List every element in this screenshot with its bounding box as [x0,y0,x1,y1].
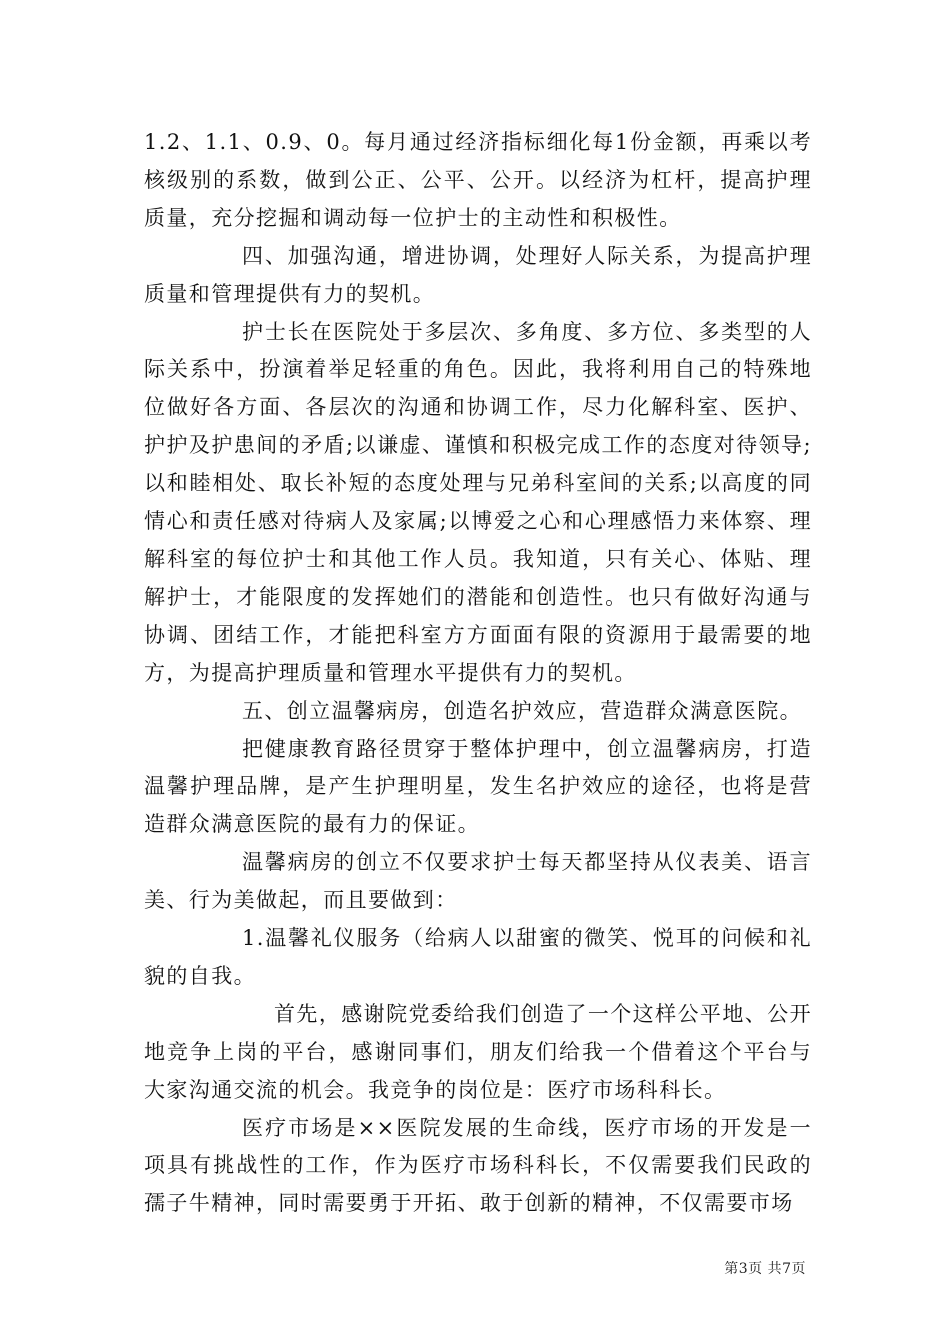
document-body [144,124,812,1223]
paragraph-head-nurse-role: 护士长在医院处于多层次、多角度、多方位、多类型的人际关系中，扮演着举足轻重的角色。因此，我将利用自己的特殊地位做好各方面、各层次的沟通和协调工作，尽力化解科室、医护、护护及护患间的矛盾;以谦虚、谨慎和积极完成工作的态度对待领导;以和睦相处、取长补短的态度处理与兄弟科室间的关系;以高度的同情心和责任感对待病人及家属;以博爱之心和心理感悟力来体察、理解科室的每位护士和其他工作人员。我知道，只有关心、体贴、理解护士，才能限度的发挥她们的潜能和创造性。也只有做好沟通与协调、团结工作，才能把科室方方面面有限的资源用于最需要的地方，为提高护理质量和管理水平提供有力的契机。 [144,319,812,685]
paragraph-thanks: 首先，感谢院党委给我们创造了一个这样公平地、公开地竞争上岗的平台，感谢同事们，朋友们给我一个借着这个平台与大家沟通交流的机会。我竞争的岗位是：医疗市场科科长。 [144,1001,812,1102]
paragraph-section-five-heading: 五、创立温馨病房，创造名护效应，营造群众满意医院。 [242,698,802,723]
paragraph-section-four-heading: 四、加强沟通，增进协调，处理好人际关系，为提高护理质量和管理提供有力的契机。 [144,243,812,306]
paragraph-warm-ward: 温馨病房的创立不仅要求护士每天都坚持从仪表美、语言美、行为美做起，而且要做到： [144,850,812,913]
paragraph-etiquette-service: 1.温馨礼仪服务（给病人以甜蜜的微笑、悦耳的问候和礼貌的自我。 [144,926,812,988]
page-number-footer: 第3页 共7页 [724,1261,806,1277]
paragraph-continuation: 1.2、1.1、0.9、0。每月通过经济指标细化每1份金额，再乘以考核级别的系数，做到公正、公平、公开。以经济为杠杆，提高护理质量，充分挖掘和调动每一位护士的主动性和积极性。 [144,130,812,230]
paragraph-health-education: 把健康教育路径贯穿于整体护理中，创立温馨病房，打造温馨护理品牌，是产生护理明星，发生名护效应的途径，也将是营造群众满意医院的最有力的保证。 [144,736,812,837]
paragraph-medical-market: 医疗市场是××医院发展的生命线，医疗市场的开发是一项具有挑战性的工作，作为医疗市场科科长，不仅需要我们民政的孺子牛精神，同时需要勇于开拓、敢于创新的精神，不仅需要市场 [144,1115,812,1216]
